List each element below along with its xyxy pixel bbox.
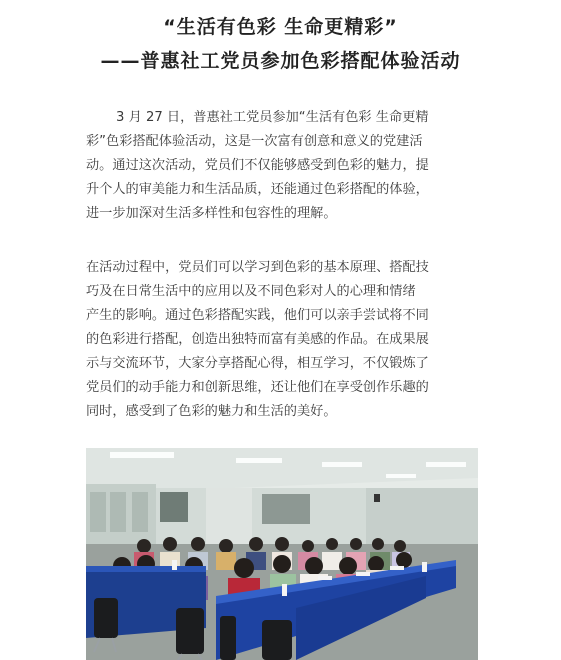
article-title: “生活有色彩 生命更精彩”	[163, 16, 398, 38]
paragraph-line: 同时，感受到了色彩的魅力和生活的美好。	[86, 404, 337, 419]
paragraph-line: 示与交流环节，大家分享搭配心得，相互学习，不仅锻炼了	[86, 356, 429, 371]
paragraph-line: 产生的影响。通过色彩搭配实践，他们可以亲手尝试将不同	[86, 308, 429, 323]
paragraph-line: 在活动过程中，党员们可以学习到色彩的基本原理、搭配技	[86, 260, 429, 275]
paragraph-line: 巧及在日常生活中的应用以及不同色彩对人的心理和情绪	[86, 284, 416, 299]
paragraph-line: 3 月 27 日，普惠社工党员参加“生活有色彩 生命更精	[116, 110, 429, 125]
paragraph-1	[86, 106, 486, 226]
paragraph-line: 升个人的审美能力和生活品质，还能通过色彩搭配的体验，	[86, 182, 429, 197]
paragraph-2	[86, 256, 486, 424]
activity-photo	[86, 448, 478, 660]
paragraph-line: 彩”色彩搭配体验活动，这是一次富有创意和意义的党建活	[86, 134, 423, 149]
paragraph-line: 党员们的动手能力和创新思维，还让他们在享受创作乐趣的	[86, 380, 429, 395]
paragraph-line: 动。通过这次活动，党员们不仅能够感受到色彩的魅力，提	[86, 158, 429, 173]
paragraph-line: 进一步加深对生活多样性和包容性的理解。	[86, 206, 337, 221]
paragraph-line: 的色彩进行搭配，创造出独特而富有美感的作品。在成果展	[86, 332, 429, 347]
article-subtitle: ——普惠社工党员参加色彩搭配体验活动	[100, 50, 461, 72]
